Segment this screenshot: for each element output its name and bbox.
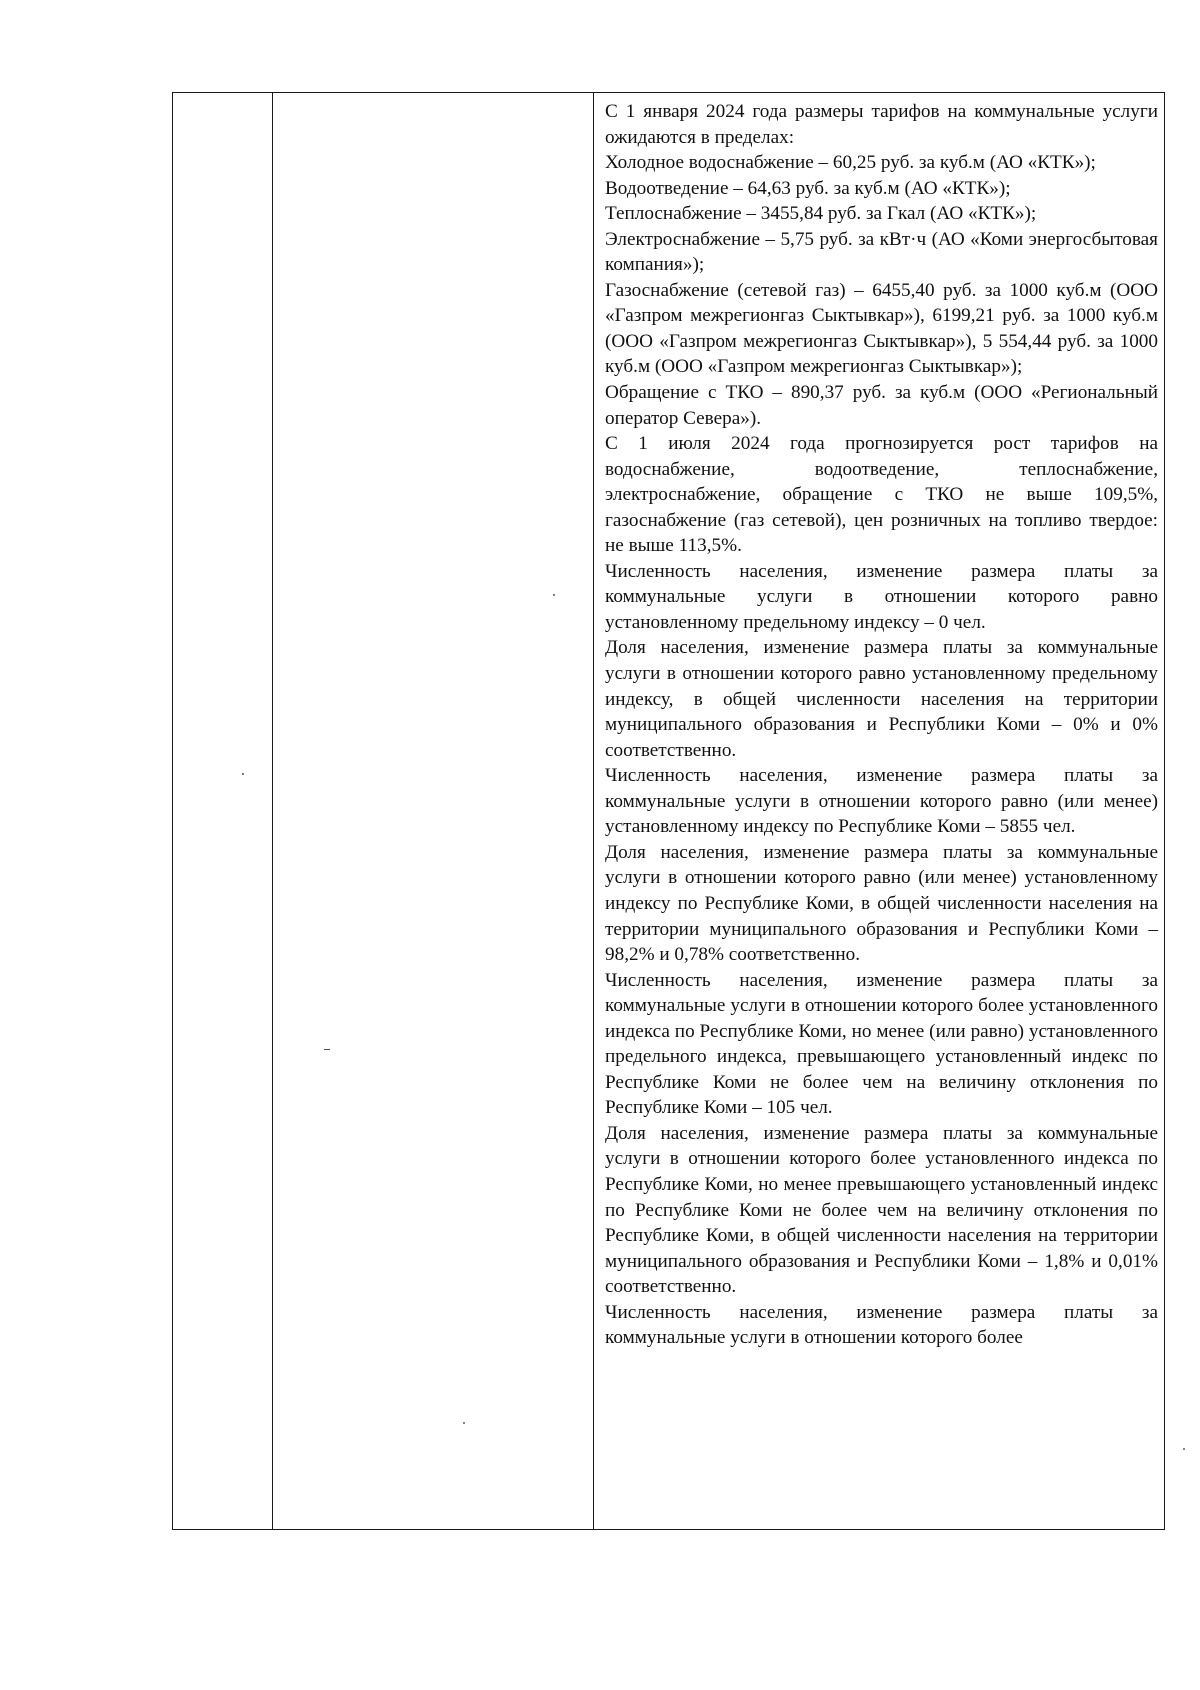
paragraph-waste: Обращение с ТКО – 890,37 руб. за куб.м (ООО «Региональный оператор Севера»). xyxy=(605,382,1158,429)
paragraph-share-index: Доля населения, изменение размера платы за коммунальные услуги в отношении которого равно (или менее) установленному индексу по Республике Коми, в общей численности населения на территории муниципального образования и Республики Коми – 98,2% и 0,78% соответственно. xyxy=(605,841,1158,966)
paragraph-intro: С 1 января 2024 года размеры тарифов на коммунальные услуги ожидаются в пределах: xyxy=(605,101,1158,148)
scan-speck xyxy=(1183,1448,1185,1450)
paragraph-heating: Теплоснабжение – 3455,84 руб. за Гкал (АО «КТК»); xyxy=(605,203,1037,225)
paragraph-population-limit: Численность населения, изменение размера платы за коммунальные услуги в отношении которого равно установленному предельному индексу – 0 чел. xyxy=(605,560,1158,633)
scan-speck xyxy=(324,1049,330,1050)
scan-speck xyxy=(553,594,555,596)
paragraph-sewerage: Водоотведение – 64,63 руб. за куб.м (АО «КТК»); xyxy=(605,177,1011,199)
paragraph-cold-water: Холодное водоснабжение – 60,25 руб. за куб.м (АО «КТК»); xyxy=(605,152,1096,174)
document-table xyxy=(172,92,1165,1530)
paragraph-gas: Газоснабжение (сетевой газ) – 6455,40 руб. за 1000 куб.м (ООО «Газпром межрегионгаз Сыктывкар»), 6199,21 руб. за 1000 куб.м (ООО «Газпром межрегионгаз Сыктывкар»), 5 554,44 руб. за 1000 куб.м (ООО «Газпром межрегионгаз Сыктывкар»); xyxy=(605,279,1158,378)
paragraph-population-above: Численность населения, изменение размера платы за коммунальные услуги в отношении которого более установленного индекса по Республике Коми, но менее (или равно) установленного предельного индекса, превышающего установленный индекс по Республике Коми не более чем на величину отклонения по Республике Коми – 105 чел. xyxy=(605,969,1158,1119)
paragraph-share-limit: Доля населения, изменение размера платы за коммунальные услуги в отношении которого равно установленному предельному индексу, в общей численности населения на территории муниципального образования и Республики Коми – 0% и 0% соответственно. xyxy=(605,637,1158,761)
column-divider-2 xyxy=(593,93,594,1529)
paragraph-population-index: Численность населения, изменение размера платы за коммунальные услуги в отношении которого равно (или менее) установленному индексу по Республике Коми – 5855 чел. xyxy=(605,765,1158,838)
tariff-text-cell xyxy=(605,99,1158,1351)
paragraph-population-continued: Численность населения, изменение размера платы за коммунальные услуги в отношении которого более xyxy=(605,1301,1158,1349)
paragraph-electricity: Электроснабжение – 5,75 руб. за кВт·ч (АО «Коми энергосбытовая компания»); xyxy=(605,228,1158,276)
paragraph-share-above: Доля населения, изменение размера платы за коммунальные услуги в отношении которого более установленного индекса по Республике Коми, но менее превышающего установленный индекс по Республике Коми не более чем на величину отклонения по Республике Коми, в общей численности населения на территории муниципального образования и Республики Коми – 1,8% и 0,01% соответственно. xyxy=(605,1122,1158,1298)
scan-speck xyxy=(463,1422,465,1424)
column-divider-1 xyxy=(272,93,273,1529)
paragraph-july-growth: С 1 июля 2024 года прогнозируется рост тарифов на водоснабжение, водоотведение, теплоснабжение, электроснабжение, обращение с ТКО не выше 109,5%, газоснабжение (газ сетевой), цен розничных на топливо твердое: не выше 113,5%. xyxy=(605,433,1158,557)
scan-speck xyxy=(242,773,244,775)
